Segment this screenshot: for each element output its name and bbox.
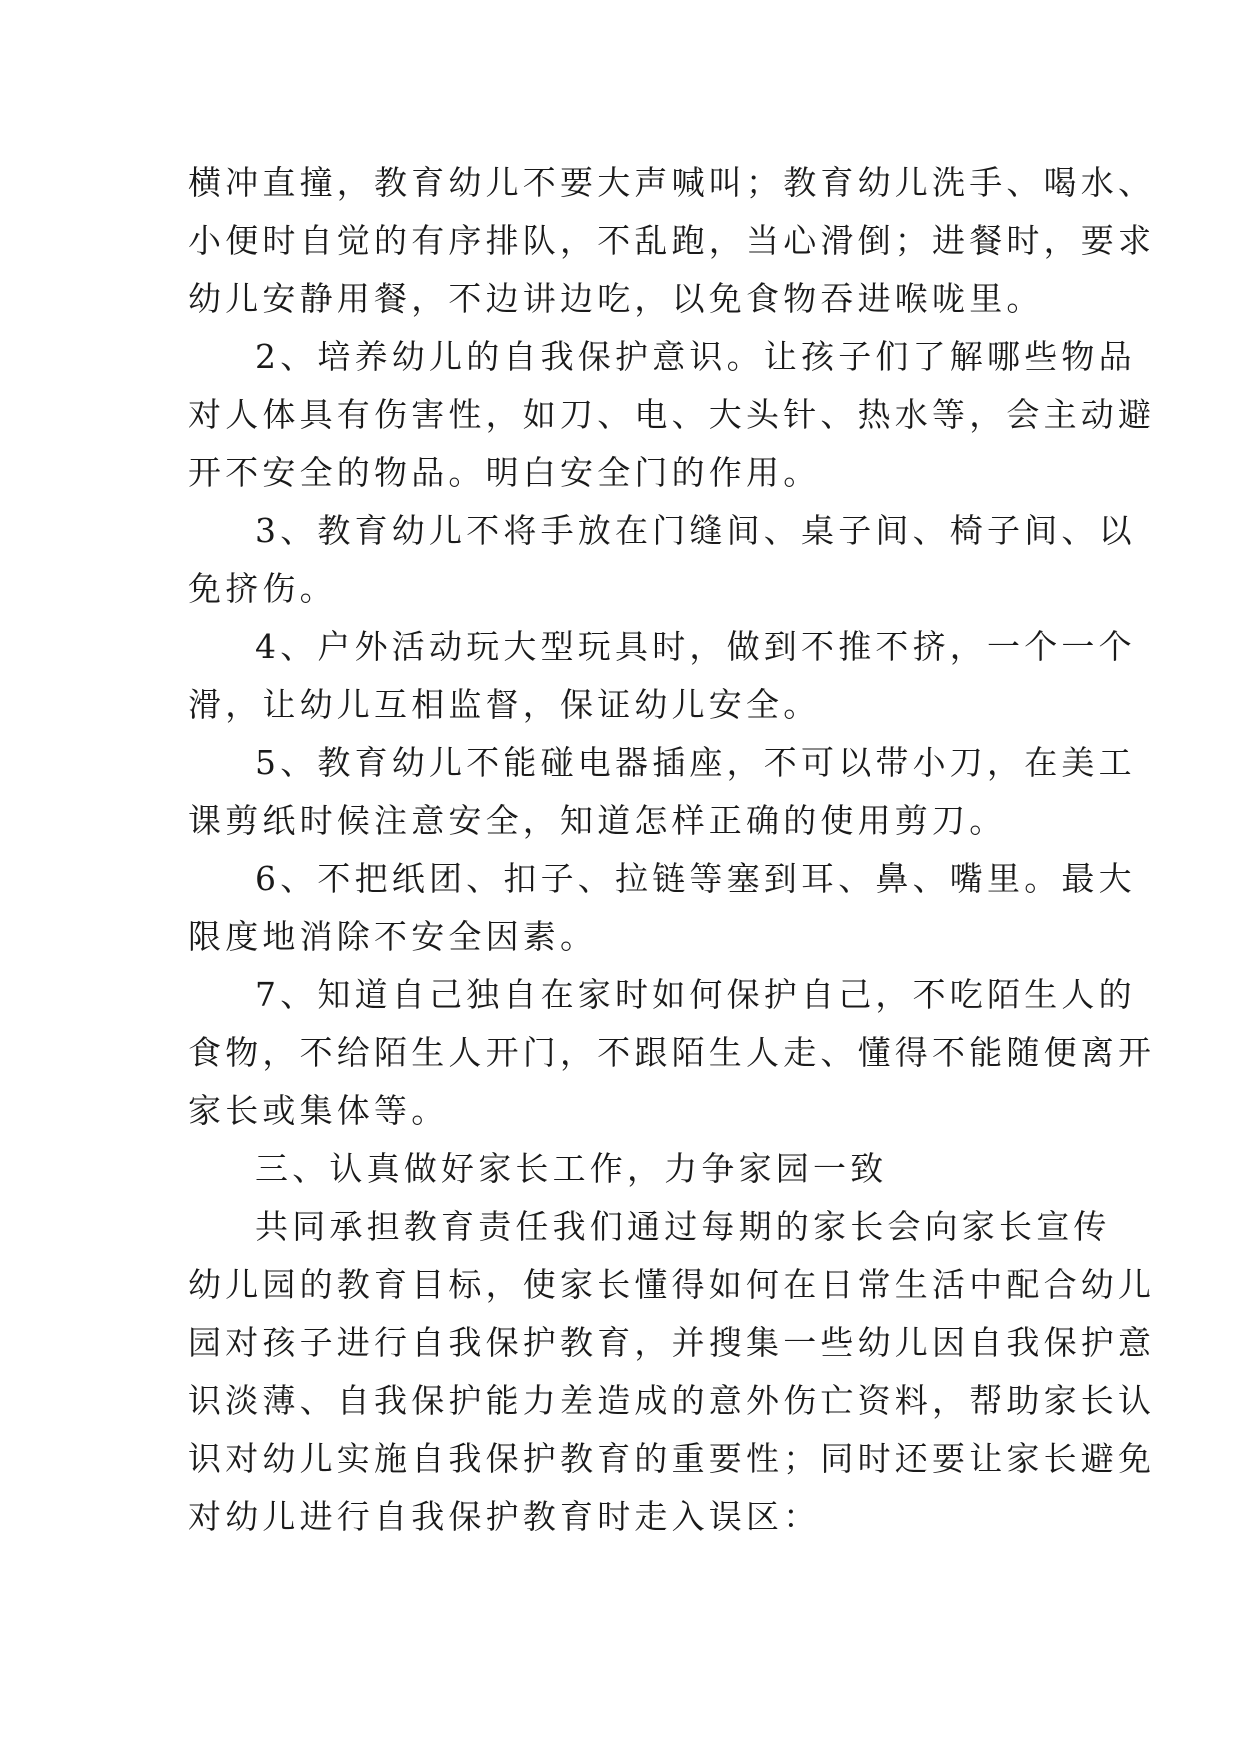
text-line: 6、不把纸团、扣子、拉链等塞到耳、鼻、嘴里。最大 (255, 859, 1136, 898)
text-line: 滑，让幼儿互相监督，保证幼儿安全。 (188, 685, 821, 724)
text-line: 5、教育幼儿不能碰电器插座，不可以带小刀，在美工 (255, 743, 1136, 782)
text-line: 共同承担教育责任我们通过每期的家长会向家长宣传 (255, 1207, 1111, 1246)
text-line: 幼儿园的教育目标，使家长懂得如何在日常生活中配合幼儿 (188, 1265, 1156, 1304)
text-line: 对人体具有伤害性，如刀、电、大头针、热水等，会主动避 (188, 395, 1156, 434)
text-line: 幼儿安静用餐，不边讲边吃，以免食物吞进喉咙里。 (188, 279, 1044, 318)
text-line: 识淡薄、自我保护能力差造成的意外伤亡资料，帮助家长认 (188, 1381, 1156, 1420)
document-body (188, 154, 1156, 1546)
text-line: 开不安全的物品。明白安全门的作用。 (188, 453, 821, 492)
text-line: 横冲直撞，教育幼儿不要大声喊叫；教育幼儿洗手、喝水、 (188, 163, 1156, 202)
text-line: 课剪纸时候注意安全，知道怎样正确的使用剪刀。 (188, 801, 1007, 840)
text-line: 2、培养幼儿的自我保护意识。让孩子们了解哪些物品 (255, 337, 1136, 376)
text-line: 小便时自觉的有序排队，不乱跑，当心滑倒；进餐时，要求 (188, 221, 1156, 260)
text-line: 食物，不给陌生人开门，不跟陌生人走、懂得不能随便离开 (188, 1033, 1156, 1072)
text-line: 家长或集体等。 (188, 1091, 449, 1130)
text-line: 7、知道自己独自在家时如何保护自己，不吃陌生人的 (255, 975, 1136, 1014)
text-line: 限度地消除不安全因素。 (188, 917, 598, 956)
text-line: 免挤伤。 (188, 569, 337, 608)
text-line: 3、教育幼儿不将手放在门缝间、桌子间、椅子间、以 (255, 511, 1136, 550)
text-line: 对幼儿进行自我保护教育时走入误区： (188, 1497, 821, 1536)
text-line: 4、户外活动玩大型玩具时，做到不推不挤，一个一个 (255, 627, 1136, 666)
text-line: 识对幼儿实施自我保护教育的重要性；同时还要让家长避免 (188, 1439, 1156, 1478)
section-heading: 三、认真做好家长工作，力争家园一致 (255, 1149, 888, 1188)
text-line: 园对孩子进行自我保护教育，并搜集一些幼儿因自我保护意 (188, 1323, 1156, 1362)
